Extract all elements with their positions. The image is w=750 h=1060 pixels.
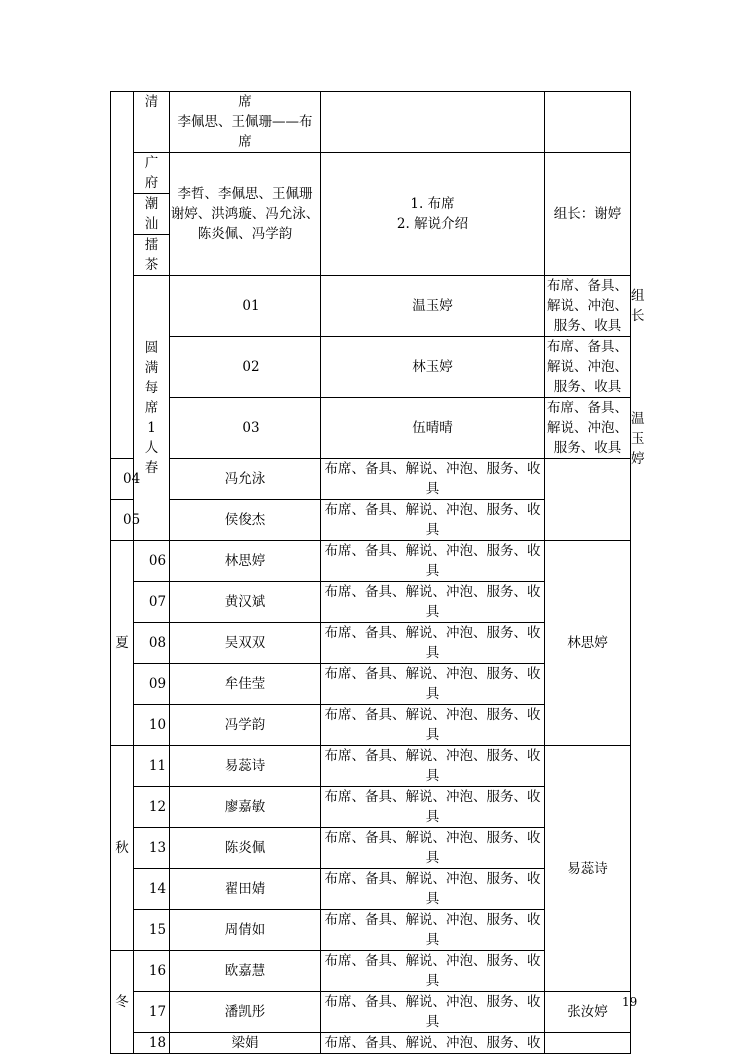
task-cell: 布席、备具、解说、冲泡、服务、收具 bbox=[545, 337, 631, 398]
cell-line: 李哲、李佩思、王佩珊 bbox=[177, 186, 313, 202]
row-number: 11 bbox=[134, 746, 170, 787]
table-row: 圆 满 每 席 1 人 春 01 温玉婷 布席、备具、解说、冲泡、服务、收具 组长 bbox=[111, 276, 631, 337]
page-number: 19 bbox=[622, 995, 638, 1009]
row-number: 13 bbox=[134, 828, 170, 869]
gf-names-cell bbox=[170, 153, 321, 276]
member-name: 温玉婷 bbox=[321, 276, 545, 337]
task-cell: 布席、备具、解说、冲泡、服务、收具 bbox=[321, 459, 545, 500]
sub-label-char: 潮 bbox=[144, 196, 159, 212]
sub-label-char: 擂 bbox=[144, 237, 159, 253]
member-name: 林思婷 bbox=[170, 541, 321, 582]
task-cell: 布席、备具、解说、冲泡、服务、收具 bbox=[321, 623, 545, 664]
table-row: 02 林玉婷 布席、备具、解说、冲泡、服务、收具 温玉婷 bbox=[111, 337, 631, 398]
task-cell: 布席、备具、解说、冲泡、服务、收具 bbox=[321, 500, 545, 541]
qing-task-cell bbox=[321, 92, 545, 153]
task-cell: 布席、备具、解说、冲泡、服务、收具 bbox=[321, 828, 545, 869]
row-number: 17 bbox=[134, 992, 170, 1033]
row-number: 10 bbox=[134, 705, 170, 746]
member-name: 廖嘉敏 bbox=[170, 787, 321, 828]
row-number: 01 bbox=[170, 276, 321, 337]
table-row bbox=[111, 500, 631, 541]
member-name: 冯允泳 bbox=[170, 459, 321, 500]
sub-label-char: 汕 bbox=[144, 216, 159, 232]
row-number: 05 bbox=[111, 500, 134, 541]
task-cell: 布席、备具、解说、冲泡、服务、收具 bbox=[321, 705, 545, 746]
member-name: 欧嘉慧 bbox=[170, 951, 321, 992]
row-number: 07 bbox=[134, 582, 170, 623]
task-cell: 布席、备具、解说、冲泡、服务、收具 bbox=[321, 992, 545, 1033]
sub-label-char: 广 bbox=[144, 155, 159, 171]
season-label-cell bbox=[111, 541, 134, 746]
task-cell: 布席、备具、解说、冲泡、服务、收具 bbox=[545, 398, 631, 459]
row-number: 04 bbox=[111, 459, 134, 500]
sub-label-cell bbox=[134, 194, 170, 235]
qing-names-cell bbox=[170, 92, 321, 153]
member-name: 梁娟 bbox=[170, 1033, 321, 1054]
member-name: 翟田婧 bbox=[170, 869, 321, 910]
leader-cell: 张汝婷 bbox=[545, 992, 631, 1033]
sub-label-qing: 清 bbox=[134, 92, 170, 153]
leader-cell: 林思婷 bbox=[545, 541, 631, 746]
season-label-char: 人 bbox=[144, 440, 159, 456]
table-row bbox=[111, 992, 631, 1033]
row-number: 15 bbox=[134, 910, 170, 951]
row-number: 03 bbox=[170, 398, 321, 459]
season-label-cell bbox=[134, 276, 170, 541]
season-label-cell bbox=[111, 951, 134, 1054]
sub-label-char: 府 bbox=[144, 175, 159, 191]
row-number: 06 bbox=[134, 541, 170, 582]
row-number: 14 bbox=[134, 869, 170, 910]
season-label-char: 夏 bbox=[115, 635, 129, 651]
member-name: 侯俊杰 bbox=[170, 500, 321, 541]
task-cell: 布席、备具、解说、冲泡、服务、收具 bbox=[321, 664, 545, 705]
member-name: 周倩如 bbox=[170, 910, 321, 951]
season-label-char: 席 bbox=[144, 400, 159, 416]
table-row bbox=[111, 459, 631, 500]
cell-line: 谢婷、洪鸿璇、冯允泳、 bbox=[170, 206, 320, 222]
row-number: 02 bbox=[170, 337, 321, 398]
table-row bbox=[111, 1033, 631, 1054]
cell-line: 席 bbox=[238, 134, 252, 150]
table-row bbox=[111, 541, 631, 582]
member-name: 伍晴晴 bbox=[321, 398, 545, 459]
task-cell: 布席、备具、解说、冲泡、服务、收具 bbox=[321, 541, 545, 582]
cell-line: 席 bbox=[238, 94, 252, 110]
member-name: 陈炎佩 bbox=[170, 828, 321, 869]
leader-cell: 易蕊诗 bbox=[545, 746, 631, 992]
cell-line: 陈炎佩、冯学韵 bbox=[197, 226, 293, 242]
task-cell: 布席、备具、解说、冲泡、服务、收具 bbox=[545, 276, 631, 337]
table-row bbox=[111, 746, 631, 787]
table-row bbox=[111, 398, 631, 459]
task-list-item: 1. 布席 bbox=[410, 196, 455, 212]
member-name: 黄汉斌 bbox=[170, 582, 321, 623]
season-label-char: 1 bbox=[147, 420, 156, 436]
leader-cell bbox=[545, 1033, 631, 1054]
season-label-char: 秋 bbox=[115, 840, 129, 856]
task-cell: 布席、备具、解说、冲泡、服务、收具 bbox=[321, 787, 545, 828]
gf-leader-cell: 组长：谢婷 bbox=[545, 153, 631, 276]
season-label-char: 春 bbox=[144, 460, 159, 476]
sub-label-cell bbox=[134, 235, 170, 276]
row-number: 16 bbox=[134, 951, 170, 992]
season-label-char: 圆 bbox=[144, 340, 159, 356]
season-label-cell bbox=[111, 746, 134, 951]
task-cell: 布席、备具、解说、冲泡、服务、收具 bbox=[321, 869, 545, 910]
sub-label-char: 茶 bbox=[144, 257, 159, 273]
task-list-item: 2. 解说介绍 bbox=[396, 216, 469, 232]
season-label-char: 满 bbox=[144, 360, 159, 376]
row-number: 09 bbox=[134, 664, 170, 705]
task-cell: 布席、备具、解说、冲泡、服务、收 bbox=[321, 1033, 545, 1054]
member-name: 牟佳莹 bbox=[170, 664, 321, 705]
row-number: 18 bbox=[134, 1033, 170, 1054]
member-name: 冯学韵 bbox=[170, 705, 321, 746]
task-cell: 布席、备具、解说、冲泡、服务、收具 bbox=[321, 582, 545, 623]
sub-label-cell bbox=[134, 153, 170, 194]
task-cell: 布席、备具、解说、冲泡、服务、收具 bbox=[321, 951, 545, 992]
task-cell: 布席、备具、解说、冲泡、服务、收具 bbox=[321, 910, 545, 951]
qing-leader-cell bbox=[545, 92, 631, 153]
member-name: 林玉婷 bbox=[321, 337, 545, 398]
row-number: 12 bbox=[134, 787, 170, 828]
member-name: 易蕊诗 bbox=[170, 746, 321, 787]
cell-line: 李佩思、王佩珊——布 bbox=[177, 114, 313, 130]
row-number: 08 bbox=[134, 623, 170, 664]
schedule-table bbox=[110, 91, 645, 1054]
gf-tasks-cell bbox=[321, 153, 545, 276]
season-label-char: 冬 bbox=[115, 994, 129, 1010]
member-name: 潘凯彤 bbox=[170, 992, 321, 1033]
task-cell: 布席、备具、解说、冲泡、服务、收具 bbox=[321, 746, 545, 787]
member-name: 吴双双 bbox=[170, 623, 321, 664]
left-blank-cell bbox=[111, 92, 134, 459]
season-label-char: 每 bbox=[144, 380, 159, 396]
